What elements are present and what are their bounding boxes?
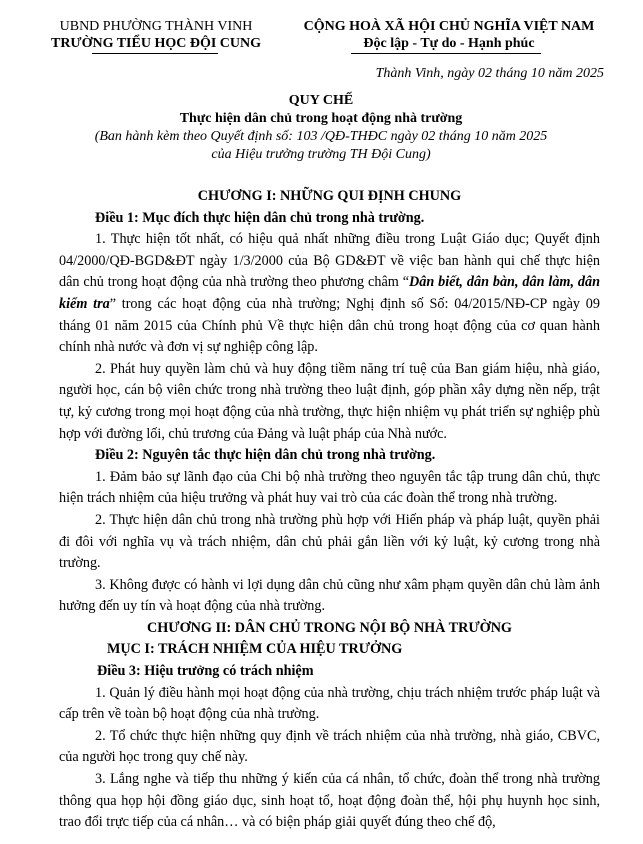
article-2-heading: Điều 2: Nguyên tắc thực hiện dân chủ trong nhà trường. xyxy=(95,447,436,464)
article-2-clause-1: 1. Đảm bảo sự lãnh đạo của Chi bộ nhà trường theo nguyên tắc tập trung dân chủ, thực hiện trách nhiệm của hiệu trưởng và phát huy vai trò của các đoàn thể trong nhà trường. xyxy=(59,468,600,507)
agency-name: UBND PHƯỜNG THÀNH VINH xyxy=(59,19,253,34)
issued-by-line-1: (Ban hành kèm theo Quyết định số: 103 /QĐ-THĐC ngày 02 tháng 10 năm 2025 xyxy=(94,129,548,144)
issued-by-line-2: của Hiệu trưởng trường TH Đội Cung) xyxy=(211,147,431,162)
motto-underline xyxy=(351,53,541,54)
national-motto-block xyxy=(276,18,622,52)
article-1-clause-2: 2. Phát huy quyền làm chủ và huy động tiềm năng trí tuệ của Ban giám hiệu, nhà giáo, người học, cán bộ viên chức trong nhà trường theo luật định, góp phần xây dựng nền nếp, trật tự, kỷ cương trong mọi hoạt động của nhà trường, thực hiện nhiệm vụ phát triển sự nghiệp phù hợp với đường lối, chủ trương của Đảng và luật pháp của Nhà nước. xyxy=(59,360,600,442)
article-3-clause-2: 2. Tổ chức thực hiện những quy định về trách nhiệm của nhà trường, nhà giáo, CBVC, của người học trong quy chế này. xyxy=(59,727,600,766)
section-1-heading: MỤC I: TRÁCH NHIỆM CỦA HIỆU TRƯỞNG xyxy=(107,641,403,658)
article-1-heading: Điều 1: Mục đích thực hiện dân chủ trong nhà trường. xyxy=(95,209,425,226)
document-subtitle: Thực hiện dân chủ trong hoạt động nhà trường xyxy=(179,111,463,126)
national-title: CỘNG HOÀ XÃ HỘI CHỦ NGHĨA VIỆT NAM xyxy=(303,19,595,34)
chapter-1-heading: CHƯƠNG I: NHỮNG QUI ĐỊNH CHUNG xyxy=(197,188,462,204)
issuer-block xyxy=(32,18,280,52)
issuer-underline xyxy=(92,53,218,54)
document-title: QUY CHẾ xyxy=(288,93,354,108)
title-block xyxy=(60,92,582,164)
article-2-clause-2: 2. Thực hiện dân chủ trong nhà trường phù hợp với Hiến pháp và pháp luật, quyền phải đi đôi với nghĩa vụ và trách nhiệm, dân chủ phải gắn liền với kỷ luật, kỷ cương trong nhà trường. xyxy=(59,511,600,572)
article-3-clause-3: 3. Lắng nghe và tiếp thu những ý kiến của cá nhân, tổ chức, đoàn thể trong nhà trường thông qua họp hội đồng giáo dục, sinh hoạt tổ, hoạt động đoàn thể, hội phụ huynh học sinh, trao đổi trực tiếp của cá nhân… và có biện pháp giải quyết đúng theo chế độ, xyxy=(59,771,600,831)
article-1-clause-1 xyxy=(59,229,600,359)
dateline: Thành Vinh, ngày 02 tháng 10 năm 2025 xyxy=(375,66,604,81)
motto-emphasis: Dân biết, dân bàn, dân làm, dân kiểm tra xyxy=(59,274,601,312)
chapter-2-heading: CHƯƠNG II: DÂN CHỦ TRONG NỘI BỘ NHÀ TRƯỜNG xyxy=(147,619,512,636)
document-header xyxy=(0,18,643,68)
article-3-clause-1: 1. Quản lý điều hành mọi hoạt động của nhà trường, chịu trách nhiệm trước pháp luật và cấp trên về toàn bộ hoạt động của nhà trường. xyxy=(59,684,600,723)
article-1-clause-1-text-c: ” trong các hoạt động của nhà trường; Nghị định số Số: 04/2015/NĐ-CP ngày 09 tháng 01 năm 2015 của Chính phủ Về thực hiện dân chủ trong hoạt động của cơ quan hành chính nhà nước và đơn vị sự nghiệp công lập. xyxy=(59,295,600,356)
national-motto: Độc lập - Tự do - Hạnh phúc xyxy=(363,36,535,51)
article-3-heading: Điều 3: Hiệu trưởng có trách nhiệm xyxy=(97,663,314,680)
article-2-clause-3: 3. Không được có hành vi lợi dụng dân chủ cũng như xâm phạm quyền dân chủ làm ảnh hưởng đến uy tín và hoạt động của nhà trường. xyxy=(59,576,600,615)
article-1-clause-1-text-a: 1. Thực hiện tốt nhất, có hiệu quả nhất những điều trong Luật Giáo dục; Quyết định 04/2000/QĐ-BGD&ĐT ngày 1/3/2000 của Bộ GD&ĐT về việc ban hành qui chế thực hiện dân chủ trong hoạt động của nhà trường theo phương châm “ xyxy=(59,231,600,291)
document-body xyxy=(59,186,600,834)
school-name: TRƯỜNG TIỂU HỌC ĐỘI CUNG xyxy=(50,36,262,51)
